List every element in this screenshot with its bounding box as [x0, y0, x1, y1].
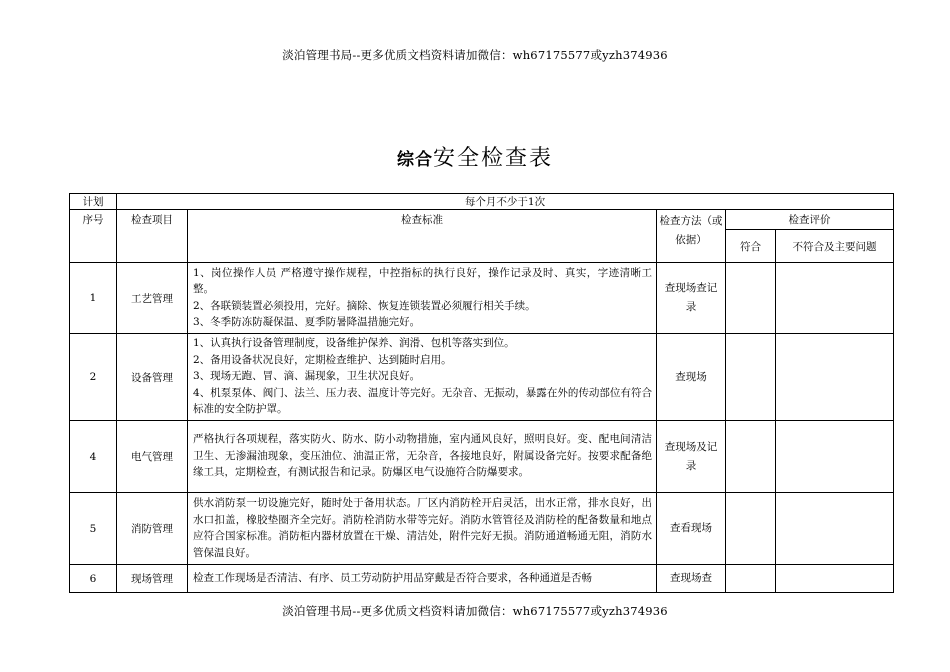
row-method: 查现场 [657, 334, 726, 421]
row-method: 查看现场 [657, 493, 726, 565]
row-standard [188, 263, 657, 334]
page-footer: 淡泊管理书局--更多优质文档资料请加微信：wh67175577或yzh374936 [282, 604, 668, 618]
standard-line: 严格执行各项规程，落实防火、防水、防小动物措施，室内通风良好，照明良好。变、配电间清洁卫生、无渗漏油现象，变压油位、油温正常，无杂音，各接地良好，附属设备完好。按要求配备绝缘工具，定期检查，有测试报告和记录。防爆区电气设施符合防爆要求。 [193, 433, 652, 479]
col-seq-header: 序号 [70, 210, 117, 263]
row-nonconform-cell [776, 565, 894, 593]
standard-line: 1、岗位操作人员 严格遵守操作规程，中控指标的执行良好，操作记录及时、真实，字迹清晰工整。 [193, 266, 652, 295]
col-standard-header: 检查标准 [188, 210, 657, 263]
table-row [70, 493, 894, 565]
standard-line: 供水消防泵一切设施完好，随时处于备用状态。厂区内消防栓开启灵活，出水正常，排水良好，出水口扣盖，橡胶垫圈齐全完好。消防栓消防水带等完好。消防水管管径及消防栓的配备数量和地点应符合国家标准。消防柜内器材放置在干燥、清洁处，附件完好无损。消防通道畅通无阻，消防水管保温良好。 [193, 497, 652, 559]
row-nonconform-cell [776, 263, 894, 334]
row-nonconform-cell [776, 421, 894, 493]
standard-line: 4、机泵泵体、阀门、法兰、压力表、温度计等完好。无杂音、无振动，暴露在外的传动部位有符合标准的安全防护罩。 [193, 386, 652, 416]
row-nonconform-cell [776, 493, 894, 565]
header-row [70, 210, 894, 230]
row-seq: 5 [70, 493, 117, 565]
standard-line: 2、备用设备状况良好，定期检查维护、达到随时启用。 [193, 353, 452, 366]
row-standard [188, 565, 657, 593]
row-conform-cell [726, 421, 776, 493]
row-seq: 4 [70, 421, 117, 493]
page-header: 淡泊管理书局--更多优质文档资料请加微信：wh67175577或yzh374936 [282, 48, 668, 62]
row-item: 工艺管理 [117, 263, 188, 334]
col-evaluation-header: 检查评价 [726, 210, 894, 230]
plan-row [70, 194, 894, 210]
row-standard [188, 493, 657, 565]
col-conform-header: 符合 [726, 230, 776, 263]
row-conform-cell [726, 565, 776, 593]
col-method-header: 检查方法（或依据） [657, 210, 726, 263]
table-row [70, 565, 894, 593]
title-rest: 安全检查表 [432, 146, 553, 171]
row-seq: 6 [70, 565, 117, 593]
row-standard [188, 421, 657, 493]
table-row [70, 263, 894, 334]
row-item: 电气管理 [117, 421, 188, 493]
row-conform-cell [726, 334, 776, 421]
row-conform-cell [726, 263, 776, 334]
table-row [70, 334, 894, 421]
standard-line: 2、各联锁装置必须投用，完好。摘除、恢复连锁装置必须履行相关手续。 [193, 299, 536, 312]
row-method: 查现场查记录 [657, 263, 726, 334]
row-seq: 1 [70, 263, 117, 334]
row-item: 现场管理 [117, 565, 188, 593]
row-standard [188, 334, 657, 421]
page-title [0, 141, 950, 172]
row-item: 设备管理 [117, 334, 188, 421]
row-method: 查现场及记录 [657, 421, 726, 493]
row-conform-cell [726, 493, 776, 565]
col-item-header: 检查项目 [117, 210, 188, 263]
standard-line: 3、现场无跑、冒、滴、漏现象，卫生状况良好。 [193, 370, 421, 383]
standard-line: 1、认真执行设备管理制度，设备维护保养、润滑、包机等落实到位。 [193, 337, 515, 350]
row-nonconform-cell [776, 334, 894, 421]
row-item: 消防管理 [117, 493, 188, 565]
title-bold-part: 综合 [396, 150, 433, 170]
row-method: 查现场查 [657, 565, 726, 593]
row-seq: 2 [70, 334, 117, 421]
col-nonconform-header: 不符合及主要问题 [776, 230, 894, 263]
plan-value: 每个月不少于1次 [117, 194, 894, 210]
inspection-table [69, 193, 894, 593]
standard-line: 3、冬季防冻防凝保温、夏季防暑降温措施完好。 [193, 316, 421, 328]
plan-label: 计划 [70, 194, 117, 210]
standard-line: 检查工作现场是否清洁、有序、员工劳动防护用品穿戴是否符合要求，各种通道是否畅 [193, 571, 592, 584]
table-row [70, 421, 894, 493]
